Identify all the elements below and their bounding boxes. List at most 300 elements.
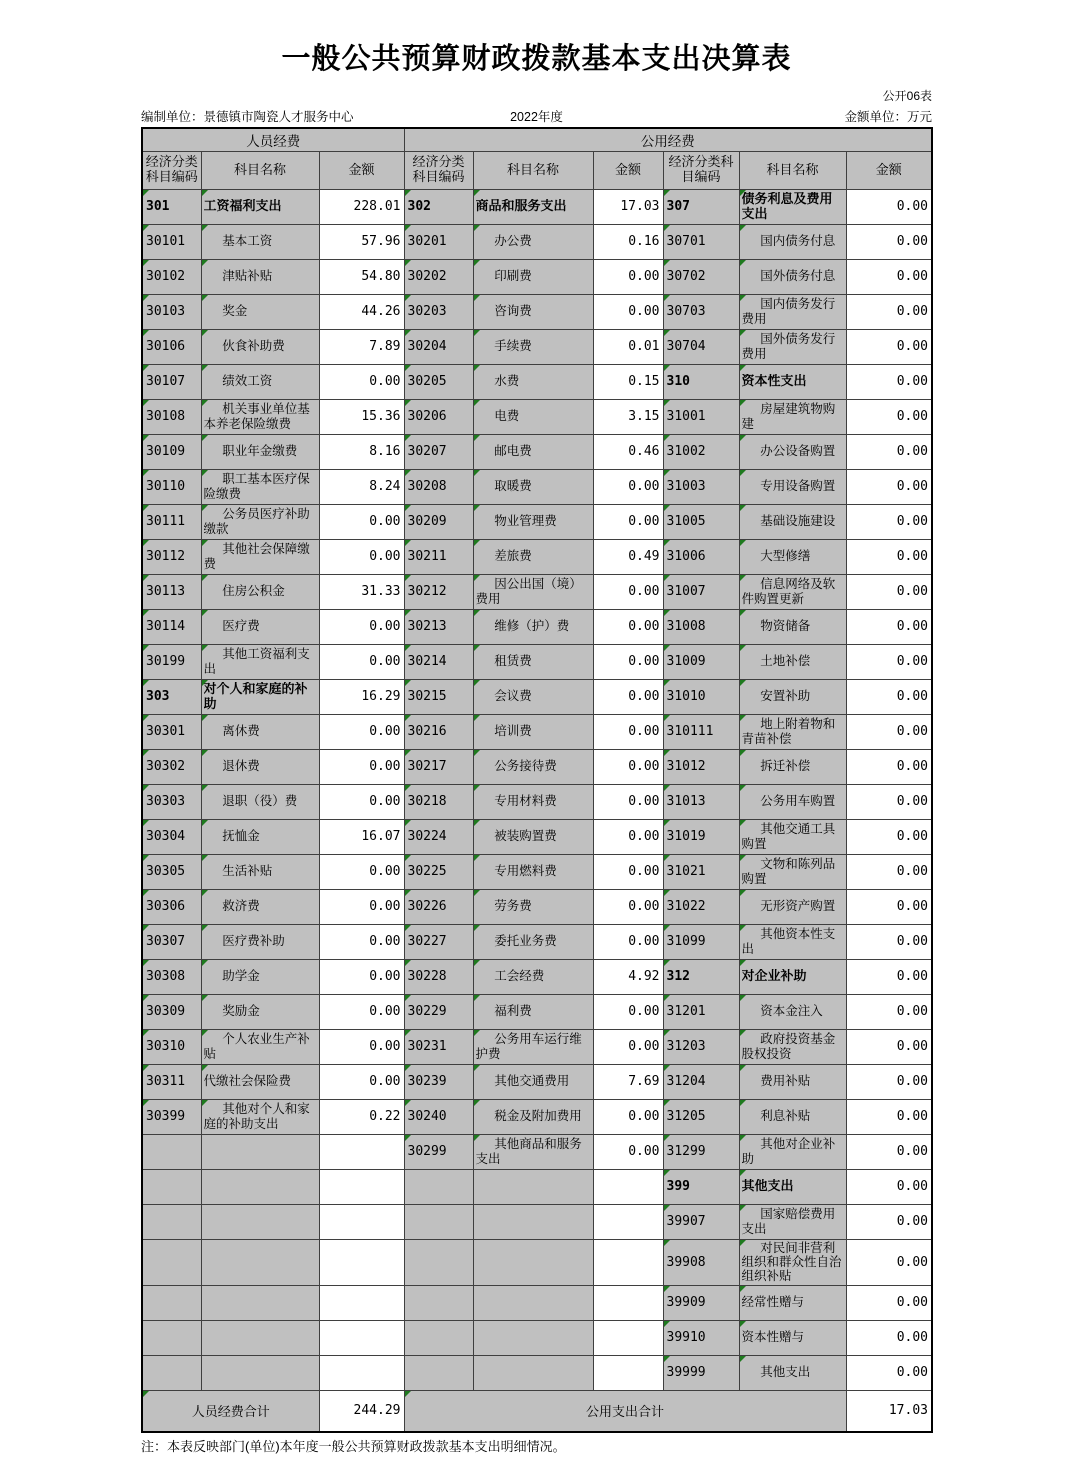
amount-cell: 0.00: [593, 644, 663, 679]
subject-name-text: 咨询费: [494, 304, 532, 319]
subject-name-text: 政府投资基金股权投资: [741, 1032, 836, 1061]
amount-cell: 54.80: [319, 259, 404, 294]
subject-code-cell: 310: [663, 364, 739, 399]
subject-name-cell: [739, 329, 846, 364]
amount-cell: 7.69: [593, 1064, 663, 1099]
subject-name-text: 退休费: [222, 759, 260, 774]
subject-name-text: 专用材料费: [494, 794, 557, 809]
subject-name-text: 公务员医疗补助缴款: [203, 507, 310, 536]
subject-name-text: 国外债务付息: [760, 269, 836, 284]
subject-name-text: 职业年金缴费: [222, 444, 298, 459]
subject-code-cell: 30301: [142, 714, 201, 749]
table-row: [142, 1239, 932, 1285]
subject-code-cell: 31019: [663, 819, 739, 854]
subject-name-cell: [201, 1355, 319, 1390]
subject-code-cell: 30310: [142, 1029, 201, 1064]
subject-name-text: 资本金注入: [760, 1004, 823, 1019]
subject-name-text: 对企业补助: [741, 969, 807, 984]
subject-code-cell: 31204: [663, 1064, 739, 1099]
amount-cell: 57.96: [319, 224, 404, 259]
subject-name-text: 对民间非营利组织和群众性自治组织补贴: [741, 1240, 842, 1284]
amount-cell: 0.00: [846, 1239, 932, 1285]
subject-code-cell: 30101: [142, 224, 201, 259]
amount-cell: [319, 1239, 404, 1285]
table-row: [142, 1285, 932, 1320]
subject-name-cell: [739, 679, 846, 714]
subject-name-text: 商品和服务支出: [475, 199, 567, 214]
table-row: [142, 679, 932, 714]
table-row: [142, 644, 932, 679]
table-row: [142, 364, 932, 399]
amount-cell: [593, 1355, 663, 1390]
amount-cell: 3.15: [593, 399, 663, 434]
subject-name-cell: [739, 1285, 846, 1320]
subject-name-cell: [473, 679, 593, 714]
subject-name-cell: [473, 294, 593, 329]
amount-cell: 0.00: [593, 889, 663, 924]
subject-name-cell: [201, 1169, 319, 1204]
subject-code-cell: 30199: [142, 644, 201, 679]
subject-code-cell: 30215: [404, 679, 473, 714]
group-header-personnel: 人员经费: [142, 128, 404, 151]
subject-code-cell: 301: [142, 189, 201, 224]
subject-code-cell: 30208: [404, 469, 473, 504]
subject-name-text: 抚恤金: [222, 829, 260, 844]
form-code: 公开06表: [882, 89, 932, 103]
subject-name-cell: [739, 574, 846, 609]
subject-name-cell: [473, 574, 593, 609]
amount-cell: 0.00: [846, 1099, 932, 1134]
subject-name-cell: [739, 1029, 846, 1064]
subject-name-cell: [201, 714, 319, 749]
amount-cell: 0.00: [319, 994, 404, 1029]
amount-cell: 0.00: [846, 294, 932, 329]
amount-cell: 0.00: [846, 854, 932, 889]
amount-cell: [319, 1320, 404, 1355]
subject-name-cell: [473, 609, 593, 644]
subject-name-text: 维修（护）费: [494, 619, 570, 634]
subject-name-cell: [739, 819, 846, 854]
col-header-subject-3: 科目名称: [739, 151, 846, 189]
amount-cell: 0.00: [846, 1064, 932, 1099]
subject-code-cell: 302: [404, 189, 473, 224]
amount-cell: [593, 1169, 663, 1204]
amount-cell: 0.00: [319, 1029, 404, 1064]
subject-code-cell: 30307: [142, 924, 201, 959]
table-row: [142, 399, 932, 434]
subject-name-text: 福利费: [494, 1004, 532, 1019]
subject-name-cell: [739, 504, 846, 539]
subject-code-cell: [142, 1169, 201, 1204]
subject-name-text: 国内债务发行费用: [741, 297, 836, 326]
amount-cell: 0.00: [593, 924, 663, 959]
subject-name-cell: [201, 259, 319, 294]
amount-cell: 16.07: [319, 819, 404, 854]
subject-name-cell: [201, 224, 319, 259]
amount-cell: 8.24: [319, 469, 404, 504]
subject-name-text: 医疗费补助: [222, 934, 285, 949]
amount-cell: [593, 1204, 663, 1239]
subject-name-text: 手续费: [494, 339, 532, 354]
subject-name-cell: [473, 1099, 593, 1134]
amount-cell: 0.00: [593, 994, 663, 1029]
table-row: [142, 714, 932, 749]
subject-name-cell: [473, 1134, 593, 1169]
subject-code-cell: [142, 1320, 201, 1355]
subject-name-text: 绩效工资: [222, 374, 273, 389]
amount-cell: 0.00: [846, 749, 932, 784]
subject-code-cell: 30231: [404, 1029, 473, 1064]
subject-name-cell: [473, 364, 593, 399]
amount-cell: 0.00: [593, 1099, 663, 1134]
subject-code-cell: 30702: [663, 259, 739, 294]
table-row: [142, 889, 932, 924]
subject-name-cell: [201, 1134, 319, 1169]
subject-name-cell: [473, 889, 593, 924]
subject-name-cell: [201, 574, 319, 609]
subject-name-text: 资本性赠与: [741, 1330, 805, 1345]
amount-cell: [319, 1204, 404, 1239]
subject-name-cell: [739, 399, 846, 434]
amount-cell: 0.49: [593, 539, 663, 574]
amount-cell: 0.00: [846, 1029, 932, 1064]
subject-name-cell: [201, 1239, 319, 1285]
subject-name-text: 其他支出: [741, 1179, 794, 1194]
subject-code-cell: 30201: [404, 224, 473, 259]
amount-cell: [319, 1285, 404, 1320]
subject-code-cell: 31099: [663, 924, 739, 959]
col-header-amount-3: 金额: [846, 151, 932, 189]
subject-code-cell: [142, 1285, 201, 1320]
personnel-total-label: 人员经费合计: [142, 1390, 319, 1432]
subject-name-text: 其他对企业补助: [741, 1137, 836, 1166]
amount-cell: 4.92: [593, 959, 663, 994]
subject-name-text: 医疗费: [222, 619, 260, 634]
subject-code-cell: 30209: [404, 504, 473, 539]
subject-name-cell: [473, 224, 593, 259]
amount-cell: 0.00: [319, 784, 404, 819]
subject-name-cell: [201, 1099, 319, 1134]
subject-name-cell: [739, 189, 846, 224]
subject-name-cell: [473, 1064, 593, 1099]
amount-cell: 0.00: [846, 1320, 932, 1355]
subject-name-text: 拆迁补偿: [760, 759, 811, 774]
subject-name-cell: [739, 1320, 846, 1355]
subject-code-cell: 30304: [142, 819, 201, 854]
amount-cell: 0.00: [846, 399, 932, 434]
subject-code-cell: 31022: [663, 889, 739, 924]
amount-cell: 0.00: [593, 504, 663, 539]
amount-cell: 0.00: [846, 224, 932, 259]
subject-code-cell: 30213: [404, 609, 473, 644]
subject-name-text: 房屋建筑物购建: [741, 402, 836, 431]
subject-name-cell: [201, 539, 319, 574]
subject-code-cell: 31012: [663, 749, 739, 784]
prepared-by-label: 编制单位：景德镇市陶瓷人才服务中心: [141, 110, 354, 124]
subject-code-cell: 399: [663, 1169, 739, 1204]
subject-name-cell: [473, 819, 593, 854]
public-total-amount: 17.03: [846, 1390, 932, 1432]
meta-row: [141, 107, 932, 125]
table-row: [142, 329, 932, 364]
footnote: 注：本表反映部门(单位)本年度一般公共预算财政拨款基本支出明细情况。: [141, 1439, 566, 1455]
subject-code-cell: 30306: [142, 889, 201, 924]
table-row: [142, 924, 932, 959]
subject-name-text: 救济费: [222, 899, 260, 914]
subject-code-cell: 31205: [663, 1099, 739, 1134]
subject-name-cell: [473, 1169, 593, 1204]
subject-name-cell: [739, 749, 846, 784]
subject-code-cell: 30399: [142, 1099, 201, 1134]
subject-name-text: 国外债务发行费用: [741, 332, 836, 361]
subject-name-text: 基础设施建设: [760, 514, 836, 529]
col-header-amount-1: 金额: [319, 151, 404, 189]
subject-name-cell: [473, 1239, 593, 1285]
subject-name-text: 国家赔偿费用支出: [741, 1207, 836, 1236]
subject-name-cell: [739, 924, 846, 959]
subject-name-text: 机关事业单位基本养老保险缴费: [203, 402, 310, 431]
subject-name-text: 工资福利支出: [203, 199, 282, 214]
amount-cell: 0.00: [593, 294, 663, 329]
table-row: [142, 294, 932, 329]
subject-name-cell: [201, 1064, 319, 1099]
subject-code-cell: 30311: [142, 1064, 201, 1099]
subject-name-cell: [739, 889, 846, 924]
subject-name-cell: [739, 1204, 846, 1239]
subject-name-text: 其他商品和服务支出: [475, 1137, 582, 1166]
subject-name-cell: [473, 1355, 593, 1390]
subject-name-cell: [739, 609, 846, 644]
subject-name-cell: [739, 854, 846, 889]
subject-name-text: 信息网络及软件购置更新: [741, 577, 836, 606]
totals-row: [142, 1390, 932, 1432]
col-header-subject-2: 科目名称: [473, 151, 593, 189]
subject-name-cell: [739, 714, 846, 749]
subject-code-cell: 30114: [142, 609, 201, 644]
amount-cell: 8.16: [319, 434, 404, 469]
subject-code-cell: 30309: [142, 994, 201, 1029]
subject-name-text: 其他社会保障缴费: [203, 542, 310, 571]
subject-code-cell: 30239: [404, 1064, 473, 1099]
col-header-code-2: 经济分类科目编码: [404, 151, 473, 189]
amount-cell: [593, 1239, 663, 1285]
table-row: [142, 1169, 932, 1204]
table-row: [142, 574, 932, 609]
subject-name-cell: [201, 749, 319, 784]
subject-name-text: 国内债务付息: [760, 234, 836, 249]
amount-cell: 0.01: [593, 329, 663, 364]
amount-cell: 0.00: [593, 574, 663, 609]
subject-code-cell: 30226: [404, 889, 473, 924]
subject-name-cell: [739, 784, 846, 819]
amount-cell: 0.00: [846, 504, 932, 539]
subject-code-cell: 30106: [142, 329, 201, 364]
subject-code-cell: 31009: [663, 644, 739, 679]
subject-name-cell: [201, 889, 319, 924]
subject-code-cell: 30308: [142, 959, 201, 994]
subject-code-cell: 303: [142, 679, 201, 714]
amount-cell: 0.16: [593, 224, 663, 259]
amount-cell: [593, 1285, 663, 1320]
subject-name-cell: [201, 1029, 319, 1064]
subject-code-cell: 31010: [663, 679, 739, 714]
subject-name-text: 取暖费: [494, 479, 532, 494]
subject-code-cell: 31001: [663, 399, 739, 434]
subject-name-cell: [201, 854, 319, 889]
subject-name-cell: [201, 294, 319, 329]
subject-name-text: 工会经费: [494, 969, 545, 984]
subject-code-cell: 30103: [142, 294, 201, 329]
subject-code-cell: 30216: [404, 714, 473, 749]
subject-code-cell: 39910: [663, 1320, 739, 1355]
subject-code-cell: 30205: [404, 364, 473, 399]
subject-name-text: 公务接待费: [494, 759, 557, 774]
subject-name-cell: [739, 644, 846, 679]
subject-name-text: 离休费: [222, 724, 260, 739]
subject-name-text: 其他工资福利支出: [203, 647, 310, 676]
subject-code-cell: [404, 1320, 473, 1355]
subject-name-cell: [201, 994, 319, 1029]
amount-cell: 15.36: [319, 399, 404, 434]
subject-name-text: 水费: [494, 374, 520, 389]
subject-code-cell: 30703: [663, 294, 739, 329]
subject-code-cell: 30107: [142, 364, 201, 399]
subject-name-text: 差旅费: [494, 549, 532, 564]
subject-name-text: 伙食补助费: [222, 339, 285, 354]
amount-cell: 0.00: [319, 924, 404, 959]
subject-code-cell: 30112: [142, 539, 201, 574]
subject-code-cell: 39907: [663, 1204, 739, 1239]
subject-code-cell: 307: [663, 189, 739, 224]
subject-code-cell: 30207: [404, 434, 473, 469]
subject-name-text: 办公费: [494, 234, 532, 249]
subject-name-cell: [473, 1029, 593, 1064]
col-header-code-3: 经济分类科目编码: [663, 151, 739, 189]
subject-code-cell: 30108: [142, 399, 201, 434]
amount-cell: 0.00: [593, 819, 663, 854]
subject-code-cell: 31013: [663, 784, 739, 819]
amount-cell: 0.00: [593, 714, 663, 749]
amount-cell: 0.15: [593, 364, 663, 399]
subject-name-cell: [473, 854, 593, 889]
amount-cell: 7.89: [319, 329, 404, 364]
subject-name-text: 安置补助: [760, 689, 811, 704]
subject-name-text: 津贴补贴: [222, 269, 273, 284]
amount-cell: 0.00: [593, 854, 663, 889]
subject-name-cell: [201, 644, 319, 679]
subject-code-cell: 30229: [404, 994, 473, 1029]
subject-name-text: 对个人和家庭的补助: [203, 681, 308, 711]
table-row: [142, 259, 932, 294]
table-row: [142, 189, 932, 224]
subject-code-cell: 31299: [663, 1134, 739, 1169]
subject-code-cell: 30224: [404, 819, 473, 854]
table-row: [142, 959, 932, 994]
subject-name-cell: [473, 714, 593, 749]
subject-name-text: 地上附着物和青苗补偿: [741, 717, 836, 746]
subject-code-cell: [142, 1355, 201, 1390]
subject-name-text: 其他支出: [760, 1365, 811, 1380]
subject-name-text: 租赁费: [494, 654, 532, 669]
subject-name-text: 土地补偿: [760, 654, 811, 669]
subject-name-cell: [739, 259, 846, 294]
subject-name-cell: [473, 399, 593, 434]
subject-code-cell: 30211: [404, 539, 473, 574]
col-header-subject-1: 科目名称: [201, 151, 319, 189]
subject-name-text: 奖励金: [222, 1004, 260, 1019]
subject-code-cell: 30225: [404, 854, 473, 889]
subject-name-cell: [201, 399, 319, 434]
table-row: [142, 819, 932, 854]
subject-name-text: 债务利息及费用支出: [741, 191, 833, 221]
subject-code-cell: [404, 1169, 473, 1204]
amount-cell: 0.00: [846, 434, 932, 469]
table-row: [142, 224, 932, 259]
subject-code-cell: 30303: [142, 784, 201, 819]
table-row: [142, 854, 932, 889]
subject-name-text: 税金及附加费用: [494, 1109, 582, 1124]
amount-cell: 0.00: [593, 679, 663, 714]
subject-name-text: 大型修缮: [760, 549, 811, 564]
subject-name-text: 经常性赠与: [741, 1295, 805, 1310]
table-row: [142, 1029, 932, 1064]
subject-code-cell: 31007: [663, 574, 739, 609]
subject-name-cell: [201, 469, 319, 504]
subject-name-cell: [201, 434, 319, 469]
amount-cell: [593, 1320, 663, 1355]
subject-code-cell: 30202: [404, 259, 473, 294]
subject-name-cell: [739, 224, 846, 259]
subject-name-text: 被装购置费: [494, 829, 557, 844]
table-row: [142, 1355, 932, 1390]
amount-cell: 0.00: [319, 609, 404, 644]
amount-cell: 0.00: [846, 784, 932, 819]
subject-name-cell: [739, 539, 846, 574]
amount-cell: 17.03: [593, 189, 663, 224]
subject-name-text: 办公设备购置: [760, 444, 836, 459]
col-header-amount-2: 金额: [593, 151, 663, 189]
subject-name-text: 公务用车运行维护费: [475, 1032, 582, 1061]
group-header-public: 公用经费: [404, 128, 932, 151]
subject-code-cell: 31003: [663, 469, 739, 504]
amount-cell: 0.00: [593, 749, 663, 784]
subject-name-cell: [739, 1355, 846, 1390]
subject-code-cell: 30704: [663, 329, 739, 364]
subject-name-cell: [473, 1204, 593, 1239]
subject-name-cell: [201, 1320, 319, 1355]
amount-cell: 0.46: [593, 434, 663, 469]
amount-cell: 0.22: [319, 1099, 404, 1134]
amount-cell: 0.00: [319, 749, 404, 784]
subject-code-cell: [142, 1239, 201, 1285]
fiscal-year-label: 2022年度: [510, 110, 563, 124]
subject-name-cell: [739, 1134, 846, 1169]
subject-name-cell: [473, 189, 593, 224]
subject-code-cell: [404, 1355, 473, 1390]
group-header-row: [142, 128, 932, 151]
subject-code-cell: 30228: [404, 959, 473, 994]
amount-cell: 0.00: [846, 889, 932, 924]
amount-cell: 0.00: [846, 364, 932, 399]
subject-code-cell: 30305: [142, 854, 201, 889]
subject-name-cell: [473, 469, 593, 504]
subject-name-text: 邮电费: [494, 444, 532, 459]
amount-cell: 16.29: [319, 679, 404, 714]
subject-code-cell: 30204: [404, 329, 473, 364]
amount-cell: 0.00: [846, 469, 932, 504]
amount-cell: [319, 1134, 404, 1169]
amount-cell: 0.00: [593, 469, 663, 504]
